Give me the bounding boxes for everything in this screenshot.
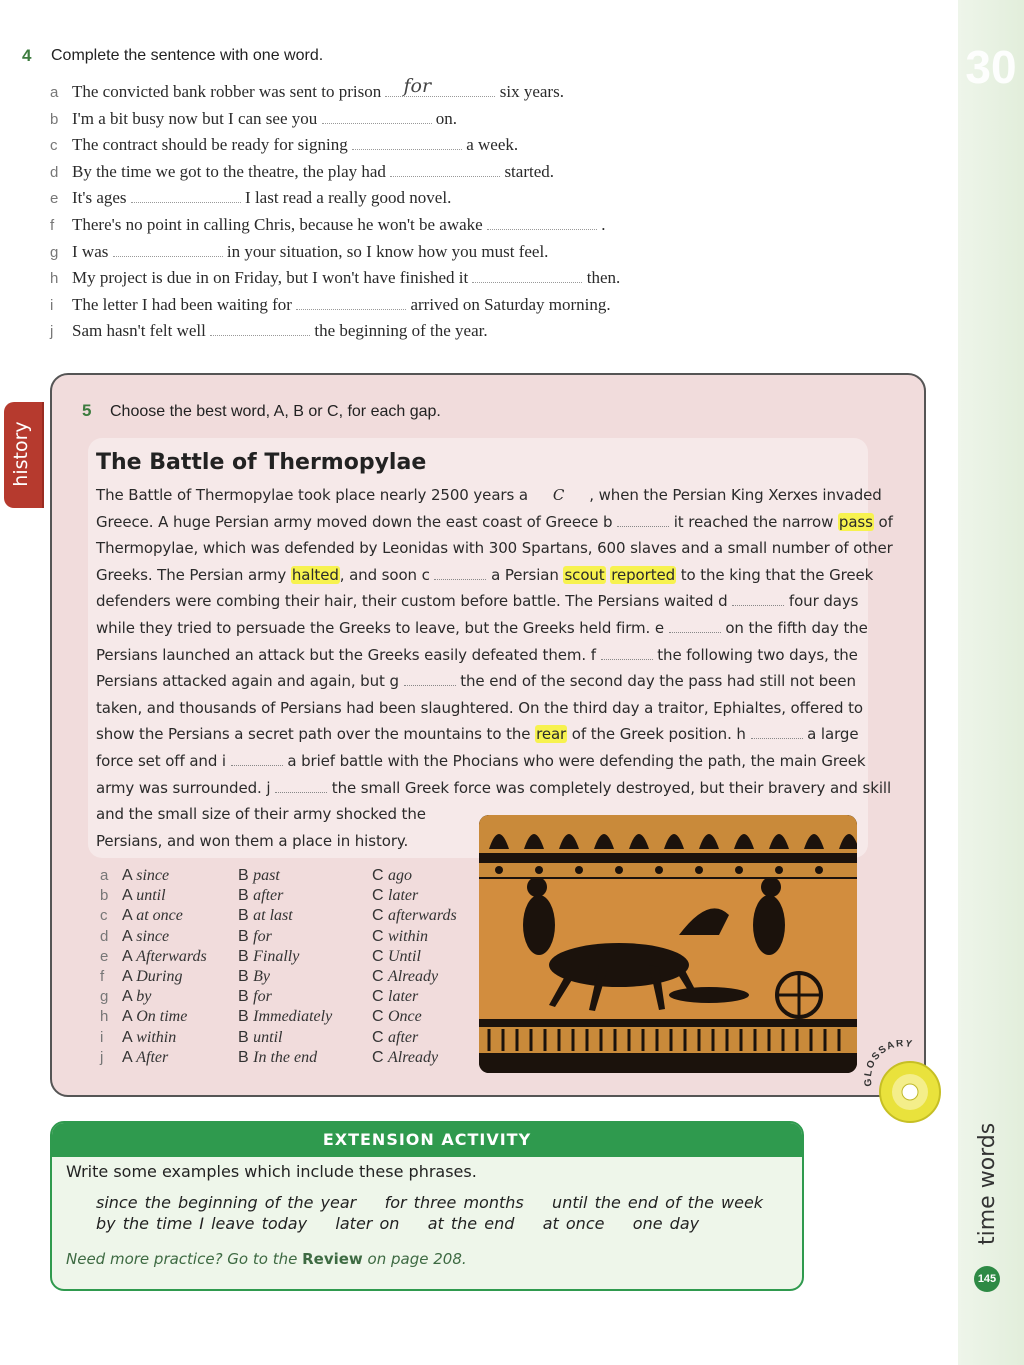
option-word: later <box>388 988 419 1006</box>
item-letter: h <box>50 270 59 288</box>
item-letter: c <box>50 137 58 155</box>
option-prefix: C <box>372 1048 388 1066</box>
option-prefix: A <box>122 1008 137 1026</box>
passage-text-segment: four days <box>788 592 859 611</box>
passage-text-segment: of <box>873 512 893 531</box>
item-text-after: arrived on Saturday morning. <box>406 294 611 314</box>
side-section-label: time words <box>975 1122 1000 1245</box>
passage-text-segment: Greeks. The Persian army <box>96 565 291 584</box>
option-word: at once <box>136 907 183 925</box>
exercise5-instruction: Choose the best word, A, B or C, for each gap. <box>110 403 441 420</box>
option-word: until <box>136 887 166 905</box>
exercise4-item <box>50 162 554 186</box>
option-prefix: B <box>238 968 254 985</box>
extension-heading: EXTENSION ACTIVITY <box>52 1123 802 1157</box>
item-text-after: the beginning of the year. <box>310 321 488 341</box>
option-prefix: C <box>372 887 388 905</box>
option-letter: g <box>100 988 109 1006</box>
item-letter: d <box>50 163 59 181</box>
option-b[interactable] <box>238 887 283 905</box>
option-a[interactable] <box>122 1049 168 1067</box>
passage-text-segment: Thermopylae, which was defended by Leonidas with 300 Spartans, 600 slaves and a small number of other <box>96 539 893 558</box>
exercise4-item <box>50 109 457 133</box>
option-c[interactable] <box>372 1029 418 1047</box>
passage-text-segment: a brief battle with the Phocians who were defending the path, the main Greek <box>287 752 866 770</box>
item-text-before: It's ages <box>72 188 131 208</box>
option-b[interactable] <box>238 867 280 885</box>
option-b[interactable] <box>238 1049 317 1067</box>
option-prefix: A <box>122 907 137 925</box>
passage-text-segment: on the fifth day the <box>725 619 868 637</box>
option-a[interactable] <box>122 988 151 1006</box>
option-prefix: C <box>372 867 388 884</box>
option-prefix: B <box>238 988 254 1006</box>
option-prefix: A <box>122 947 137 965</box>
passage-line <box>96 539 893 557</box>
option-c[interactable] <box>372 968 438 986</box>
handwritten-answer: for <box>403 75 432 97</box>
passage-line <box>96 725 858 743</box>
option-c[interactable] <box>372 948 421 966</box>
option-letter: c <box>100 907 108 925</box>
option-prefix: B <box>238 1048 254 1066</box>
option-prefix: B <box>238 887 254 905</box>
option-word: Already <box>388 968 439 985</box>
item-text-after: started. <box>500 161 555 181</box>
passage-text-segment: The Battle of Thermopylae took place nearly 2500 years a <box>96 486 528 504</box>
option-b[interactable] <box>238 948 299 966</box>
answer-gap[interactable] <box>669 621 721 633</box>
review-link[interactable]: Review <box>302 1250 363 1268</box>
glossary-word: rear <box>536 725 567 744</box>
passage-line <box>96 805 426 823</box>
passage-text-segment: army was surrounded. j <box>96 778 271 797</box>
answer-blank[interactable] <box>210 322 310 336</box>
answer-blank[interactable] <box>487 216 597 230</box>
answer-blank[interactable] <box>385 75 495 97</box>
option-word: by <box>136 988 152 1006</box>
page-number-badge: 145 <box>974 1266 1000 1292</box>
option-prefix: C <box>372 988 388 1006</box>
option-prefix: C <box>372 907 388 925</box>
item-text-after: then. <box>582 268 621 288</box>
item-text-after: on. <box>431 108 458 128</box>
passage-text-segment: while they tried to persuade the Greeks to leave, but the Greeks held firm. e <box>96 619 664 637</box>
item-letter: b <box>50 110 59 128</box>
option-b[interactable] <box>238 1029 282 1047</box>
option-word: Finally <box>253 947 300 965</box>
item-text-before: I'm a bit busy now but I can see you <box>72 108 322 128</box>
option-b[interactable] <box>238 1008 332 1026</box>
passage-line <box>96 779 891 797</box>
option-b[interactable] <box>238 928 272 946</box>
glossary-word: reported <box>611 565 676 584</box>
option-letter: b <box>100 887 109 905</box>
option-c[interactable] <box>372 988 418 1006</box>
review-suffix: on page 208. <box>362 1250 467 1268</box>
exercise4-item <box>50 268 620 292</box>
exercise4-item <box>50 188 451 212</box>
option-prefix: B <box>238 1028 254 1046</box>
option-prefix: B <box>238 907 254 925</box>
passage-line <box>96 672 856 690</box>
answer-blank[interactable] <box>296 296 406 310</box>
passage-text-segment: Persians, and won them a place in history. <box>96 831 409 850</box>
passage-text-segment: the following two days, the <box>657 645 858 664</box>
item-text-before: My project is due in on Friday, but I won't have finished it <box>72 268 473 288</box>
option-prefix: B <box>238 927 254 945</box>
option-word: for <box>253 988 272 1006</box>
extension-phrases-1: since the beginning of the year for three months until the end of the week <box>96 1193 764 1212</box>
option-prefix: C <box>372 947 388 965</box>
passage-title: The Battle of Thermopylae <box>96 450 427 475</box>
option-prefix: C <box>372 927 388 945</box>
exercise4-item <box>50 215 605 239</box>
option-letter: h <box>100 1008 109 1026</box>
option-letter: i <box>100 1028 104 1046</box>
unit-number: 30 <box>965 41 1017 93</box>
exercise4-item <box>50 242 548 266</box>
item-text-after: in your situation, so I know how you must feel. <box>222 241 549 261</box>
answer-blank[interactable] <box>322 110 432 124</box>
option-word: After <box>136 1048 169 1066</box>
answer-gap[interactable]: C <box>552 486 565 504</box>
passage-text-segment: to the king that the Greek <box>676 565 874 584</box>
history-tab <box>4 402 44 508</box>
option-letter: f <box>100 968 105 985</box>
option-word: after <box>388 1028 419 1046</box>
glossary-word: scout <box>564 565 605 584</box>
answer-blank[interactable] <box>472 269 582 283</box>
option-b[interactable] <box>238 988 272 1006</box>
passage-line <box>96 486 882 504</box>
item-letter: g <box>50 243 59 261</box>
option-prefix: A <box>122 988 137 1006</box>
option-c[interactable] <box>372 907 457 925</box>
answer-gap[interactable] <box>617 515 669 527</box>
passage-text-segment: taken, and thousands of Persians had been slaughtered. On the third day a traitor, Ephialtes, offered to <box>96 698 863 717</box>
option-a[interactable] <box>122 867 169 885</box>
option-word: within <box>388 927 429 945</box>
answer-gap[interactable] <box>751 727 803 739</box>
item-text-before: The letter I had been waiting for <box>72 294 297 314</box>
exercise4-item <box>50 75 564 106</box>
item-letter: j <box>50 323 54 341</box>
option-letter: e <box>100 947 109 965</box>
option-c[interactable] <box>372 867 412 885</box>
option-word: past <box>253 867 280 884</box>
passage-text-segment: Greece. A huge Persian army moved down the east coast of Greece b <box>96 512 613 531</box>
option-word: Once <box>388 1008 422 1026</box>
passage-text-segment: defenders were combing their hair, their custom before battle. The Persians waited d <box>96 592 728 611</box>
item-text-before: Sam hasn't felt well <box>72 321 211 341</box>
option-a[interactable] <box>122 968 182 986</box>
passage-text-segment: and the small size of their army shocked the <box>96 805 426 824</box>
answer-gap[interactable] <box>231 754 283 766</box>
option-word: since <box>136 927 170 945</box>
item-text-after: I last read a really good novel. <box>240 188 452 208</box>
option-word: By <box>253 968 270 985</box>
answer-blank[interactable] <box>390 163 500 177</box>
option-prefix: B <box>238 867 254 884</box>
answer-gap[interactable] <box>404 674 456 686</box>
passage-line <box>96 619 868 637</box>
exercise4-instruction: Complete the sentence with one word. <box>51 47 324 64</box>
option-prefix: C <box>372 1008 388 1026</box>
option-prefix: C <box>372 1028 388 1046</box>
option-c[interactable] <box>372 1008 422 1026</box>
option-prefix: A <box>122 867 137 884</box>
item-text-before: There's no point in calling Chris, because he won't be awake <box>72 215 487 234</box>
exercise4-item <box>50 135 518 159</box>
option-letter: a <box>100 867 109 884</box>
option-word: for <box>253 927 272 945</box>
item-text-after: a week. <box>461 135 519 155</box>
review-prefix: Need more practice? Go to the <box>66 1250 303 1268</box>
greek-vase-image <box>479 815 857 1073</box>
option-a[interactable] <box>122 928 169 946</box>
option-prefix: B <box>238 947 254 965</box>
passage-text-segment: show the Persians a secret path over the mountains to the <box>96 725 536 744</box>
glossary-word: pass <box>838 512 873 531</box>
answer-gap[interactable] <box>275 781 327 793</box>
option-word: since <box>136 867 170 884</box>
item-text-after: . <box>596 215 606 234</box>
item-text-before: By the time we got to the theatre, the play had <box>72 161 391 181</box>
passage-text-segment: the small Greek force was completely destroyed, but their bravery and skill <box>331 778 892 797</box>
option-word: later <box>388 887 419 905</box>
passage-line <box>96 699 863 717</box>
passage-text-segment: Persians launched an attack but the Greeks easily defeated them. f <box>96 645 596 664</box>
passage-text-segment: Persians attacked again and again, but g <box>96 672 399 691</box>
option-prefix: C <box>372 968 388 985</box>
passage-line <box>96 592 858 610</box>
passage-line <box>96 566 873 584</box>
item-letter: e <box>50 190 59 208</box>
exercise4-number: 4 <box>22 46 32 65</box>
glossary-label: GLOSSARY <box>862 1040 915 1087</box>
glossary-cd-icon[interactable] <box>862 1040 946 1124</box>
option-word: afterwards <box>388 907 457 925</box>
glossary-word: halted <box>291 565 339 584</box>
answer-gap[interactable] <box>434 568 486 580</box>
option-a[interactable] <box>122 948 207 966</box>
review-note <box>66 1250 467 1268</box>
option-word: In the end <box>253 1048 318 1066</box>
option-c[interactable] <box>372 887 418 905</box>
answer-blank[interactable] <box>113 243 223 257</box>
passage-text-segment: the end of the second day the pass had still not been <box>460 672 856 691</box>
passage-line <box>96 752 865 770</box>
option-prefix: A <box>122 887 137 905</box>
option-prefix: B <box>238 1008 254 1026</box>
option-b[interactable] <box>238 907 293 925</box>
option-word: Already <box>388 1048 439 1066</box>
option-word: Afterwards <box>136 947 207 965</box>
option-word: at last <box>253 907 293 925</box>
passage-text-segment: of the Greek position. h <box>567 725 746 744</box>
item-text-after: six years. <box>495 82 564 101</box>
passage-text-segment: it reached the narrow <box>673 512 838 531</box>
exercise5-number: 5 <box>82 401 92 420</box>
option-word: after <box>253 887 284 905</box>
option-a[interactable] <box>122 887 166 905</box>
option-b[interactable] <box>238 968 270 986</box>
option-word: within <box>136 1028 177 1046</box>
item-text-before: The contract should be ready for signing <box>72 135 352 155</box>
history-tab-label: history <box>10 421 32 487</box>
option-word: until <box>253 1028 283 1046</box>
answer-gap[interactable] <box>732 594 784 606</box>
item-letter: i <box>50 296 54 314</box>
exercise4-item <box>50 295 611 319</box>
option-word: During <box>136 968 183 985</box>
extension-instruction: Write some examples which include these phrases. <box>66 1162 477 1181</box>
option-prefix: A <box>122 968 137 985</box>
passage-line <box>96 646 858 664</box>
passage-text-segment: , and soon c <box>339 565 430 584</box>
option-word: Immediately <box>253 1008 333 1026</box>
passage-text-segment: force set off and i <box>96 752 226 770</box>
extension-phrases-2: by the time I leave today later on at the end at once one day <box>96 1214 700 1233</box>
option-prefix: A <box>122 1028 137 1046</box>
option-a[interactable] <box>122 1008 187 1026</box>
item-text-before: The convicted bank robber was sent to prison <box>72 82 386 101</box>
option-c[interactable] <box>372 928 428 946</box>
option-letter: d <box>100 927 109 945</box>
answer-blank[interactable] <box>352 136 462 150</box>
answer-blank[interactable] <box>131 189 241 203</box>
passage-text-segment: a large <box>807 725 859 744</box>
passage-line <box>96 832 408 850</box>
option-a[interactable] <box>122 907 183 925</box>
item-letter: f <box>50 217 55 234</box>
passage-text-segment: a Persian <box>491 565 564 584</box>
option-prefix: A <box>122 927 137 945</box>
option-letter: j <box>100 1048 104 1066</box>
option-word: On time <box>136 1008 188 1026</box>
passage-text-segment: , when the Persian King Xerxes invaded <box>589 486 882 504</box>
item-text-before: I was <box>72 241 113 261</box>
option-prefix: A <box>122 1048 137 1066</box>
answer-gap[interactable] <box>601 648 653 660</box>
option-word: ago <box>388 867 412 884</box>
exercise4-item <box>50 321 488 345</box>
option-c[interactable] <box>372 1049 438 1067</box>
option-a[interactable] <box>122 1029 176 1047</box>
passage-line <box>96 513 893 531</box>
option-word: Until <box>388 947 421 965</box>
item-letter: a <box>50 84 59 101</box>
